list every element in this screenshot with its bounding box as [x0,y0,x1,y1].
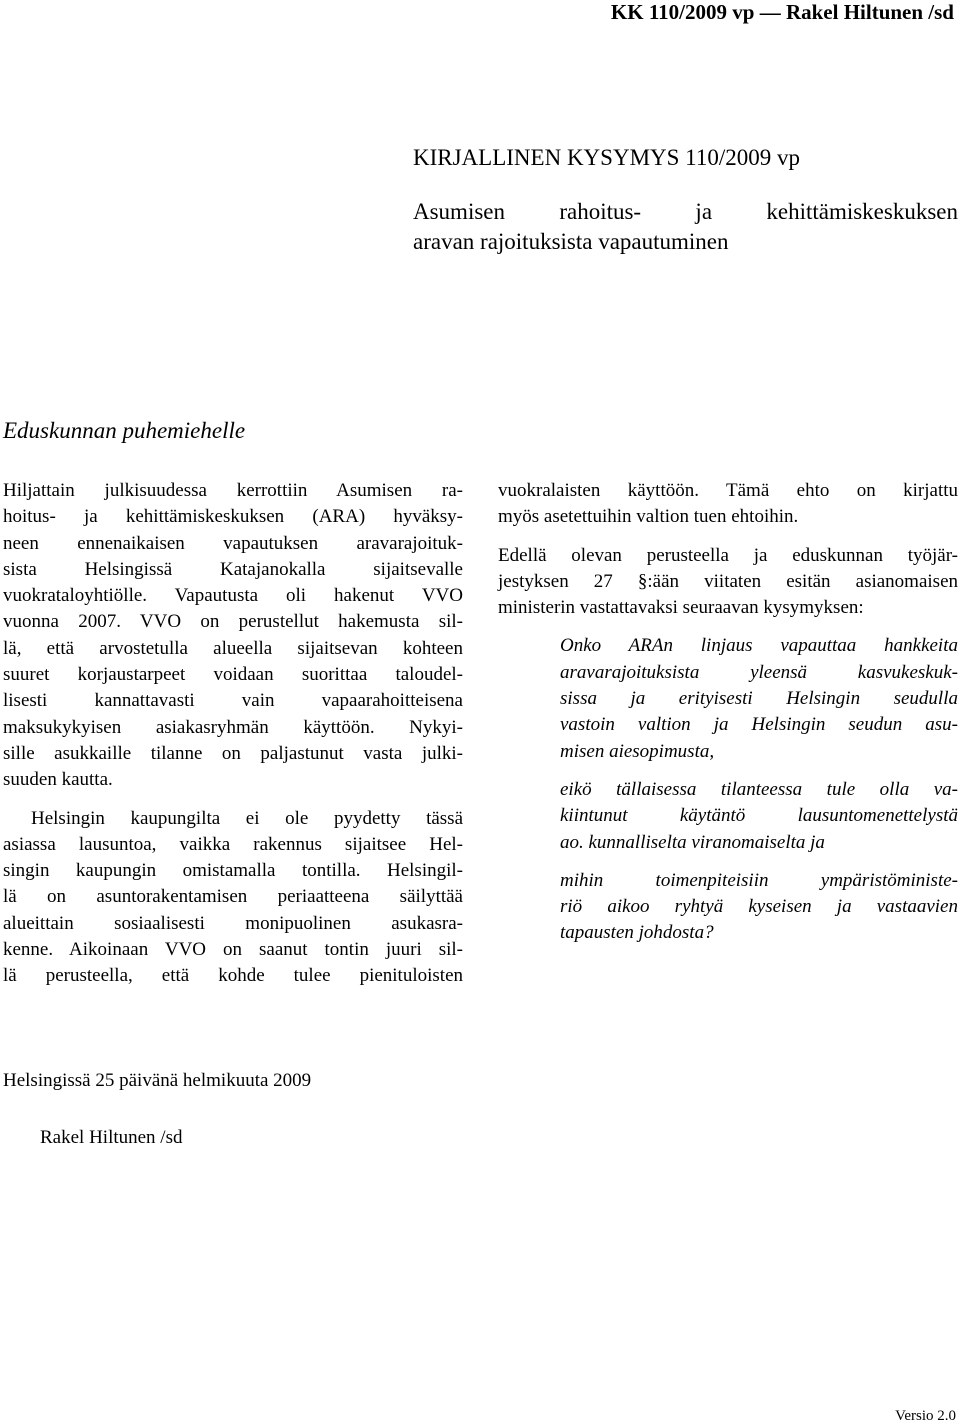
text-line: tapausten johdosta? [560,922,714,944]
signature-place-date: Helsingissä 25 päivänä helmikuuta 2009 [3,1070,312,1091]
question [560,868,958,947]
right-column [498,478,958,947]
text-line: alueittain sosiaalisesti monipuolinen asukasra- [3,912,463,934]
paragraph [3,478,463,794]
text-line: myös asetettuihin valtion tuen ehtoihin. [498,506,799,528]
paragraph [498,543,958,622]
text-line: vuokralaisten käyttöön. Tämä ehto on kirjattu [498,480,958,501]
title-block [413,143,958,257]
text-line: aravarajoituksista yleensä kasvukeskuk- [560,661,958,683]
text-line: eikö tällaisessa tilanteessa tule olla va- [560,778,958,800]
text-line: singin kaupungin omistamalla tontilla. Helsingil- [3,860,463,882]
paragraph [498,478,958,531]
left-column [3,478,463,990]
text-line: vastoin valtion ja Helsingin seudun asu- [560,714,958,736]
text-line: sista Helsingissä Katajanokalla sijaitsevalle [3,558,463,580]
text-line: misen aiesopimusta, [560,740,715,762]
title-line: Asumisen rahoitus- ja kehittämiskeskuksen [413,199,958,224]
text-line: mihin toimenpiteisiin ympäristöministe- [560,869,958,891]
text-line: lisesti kannattavasti vain vapaarahoitteisena [3,690,463,712]
text-line: lä on asuntorakentamisen periaatteena säilyttää [3,886,463,908]
question [560,777,958,856]
running-header: KK 110/2009 vp — Rakel Hiltunen /sd [610,0,954,24]
question-list [560,633,958,946]
document-kind: KIRJALLINEN KYSYMYS 110/2009 vp [413,145,800,170]
addressee: Eduskunnan puhemiehelle [3,418,246,443]
text-line: vuonna 2007. VVO on perustellut hakemusta sil- [3,611,463,633]
text-line: hoitus- ja kehittämiskeskuksen (ARA) hyväksy- [3,506,463,528]
text-line: ministerin vastattavaksi seuraavan kysymyksen: [498,597,864,619]
question [560,633,958,764]
text-line: Helsingin kaupungilta ei ole pyydetty tässä [31,807,463,829]
text-line: kiintunut käytäntö lausuntomenettelystä [560,805,958,827]
text-line: jestyksen 27 §:ään viitaten esitän asianomaisen [498,570,958,592]
text-line: asiassa lausuntoa, vaikka rakennus sijaitsee Hel- [3,833,463,855]
text-line: suuden kautta. [3,769,113,791]
title-line: aravan rajoituksista vapautuminen [413,229,729,254]
text-line: riö aikoo ryhtyä kyseisen ja vastaavien [560,896,958,918]
text-line: Edellä olevan perusteella ja eduskunnan työjär- [498,544,958,566]
text-line: suuret korjaustarpeet voidaan suorittaa taloudel- [3,664,463,686]
text-line: kenne. Aikoinaan VVO on saanut tontin juuri sil- [3,939,463,961]
text-line: sille asukkaille tilanne on paljastunut vasta julki- [3,742,463,764]
text-line: Hiljattain julkisuudessa kerrottiin Asumisen ra- [3,480,463,501]
document-title [413,197,958,257]
text-line: vuokrataloyhtiölle. Vapautusta oli hakenut VVO [3,585,463,607]
text-line: sissa ja erityisesti Helsingin seudulla [560,688,958,710]
version-label: Versio 2.0 [895,1408,956,1424]
paragraph [3,806,463,990]
text-line: neen ennenaikaisen vapautuksen aravarajoituk- [3,532,463,554]
signature-name: Rakel Hiltunen /sd [40,1127,183,1148]
text-line: ao. kunnalliselta viranomaiselta ja [560,831,825,853]
text-line: lä, että arvostetulla alueella sijaitsevan kohteen [3,637,463,659]
text-line: Onko ARAn linjaus vapauttaa hankkeita [560,635,958,657]
text-line: maksukykyisen asiakasryhmän käyttöön. Nykyi- [3,716,463,738]
text-line: lä perusteella, että kohde tulee pienituloisten [3,965,463,987]
